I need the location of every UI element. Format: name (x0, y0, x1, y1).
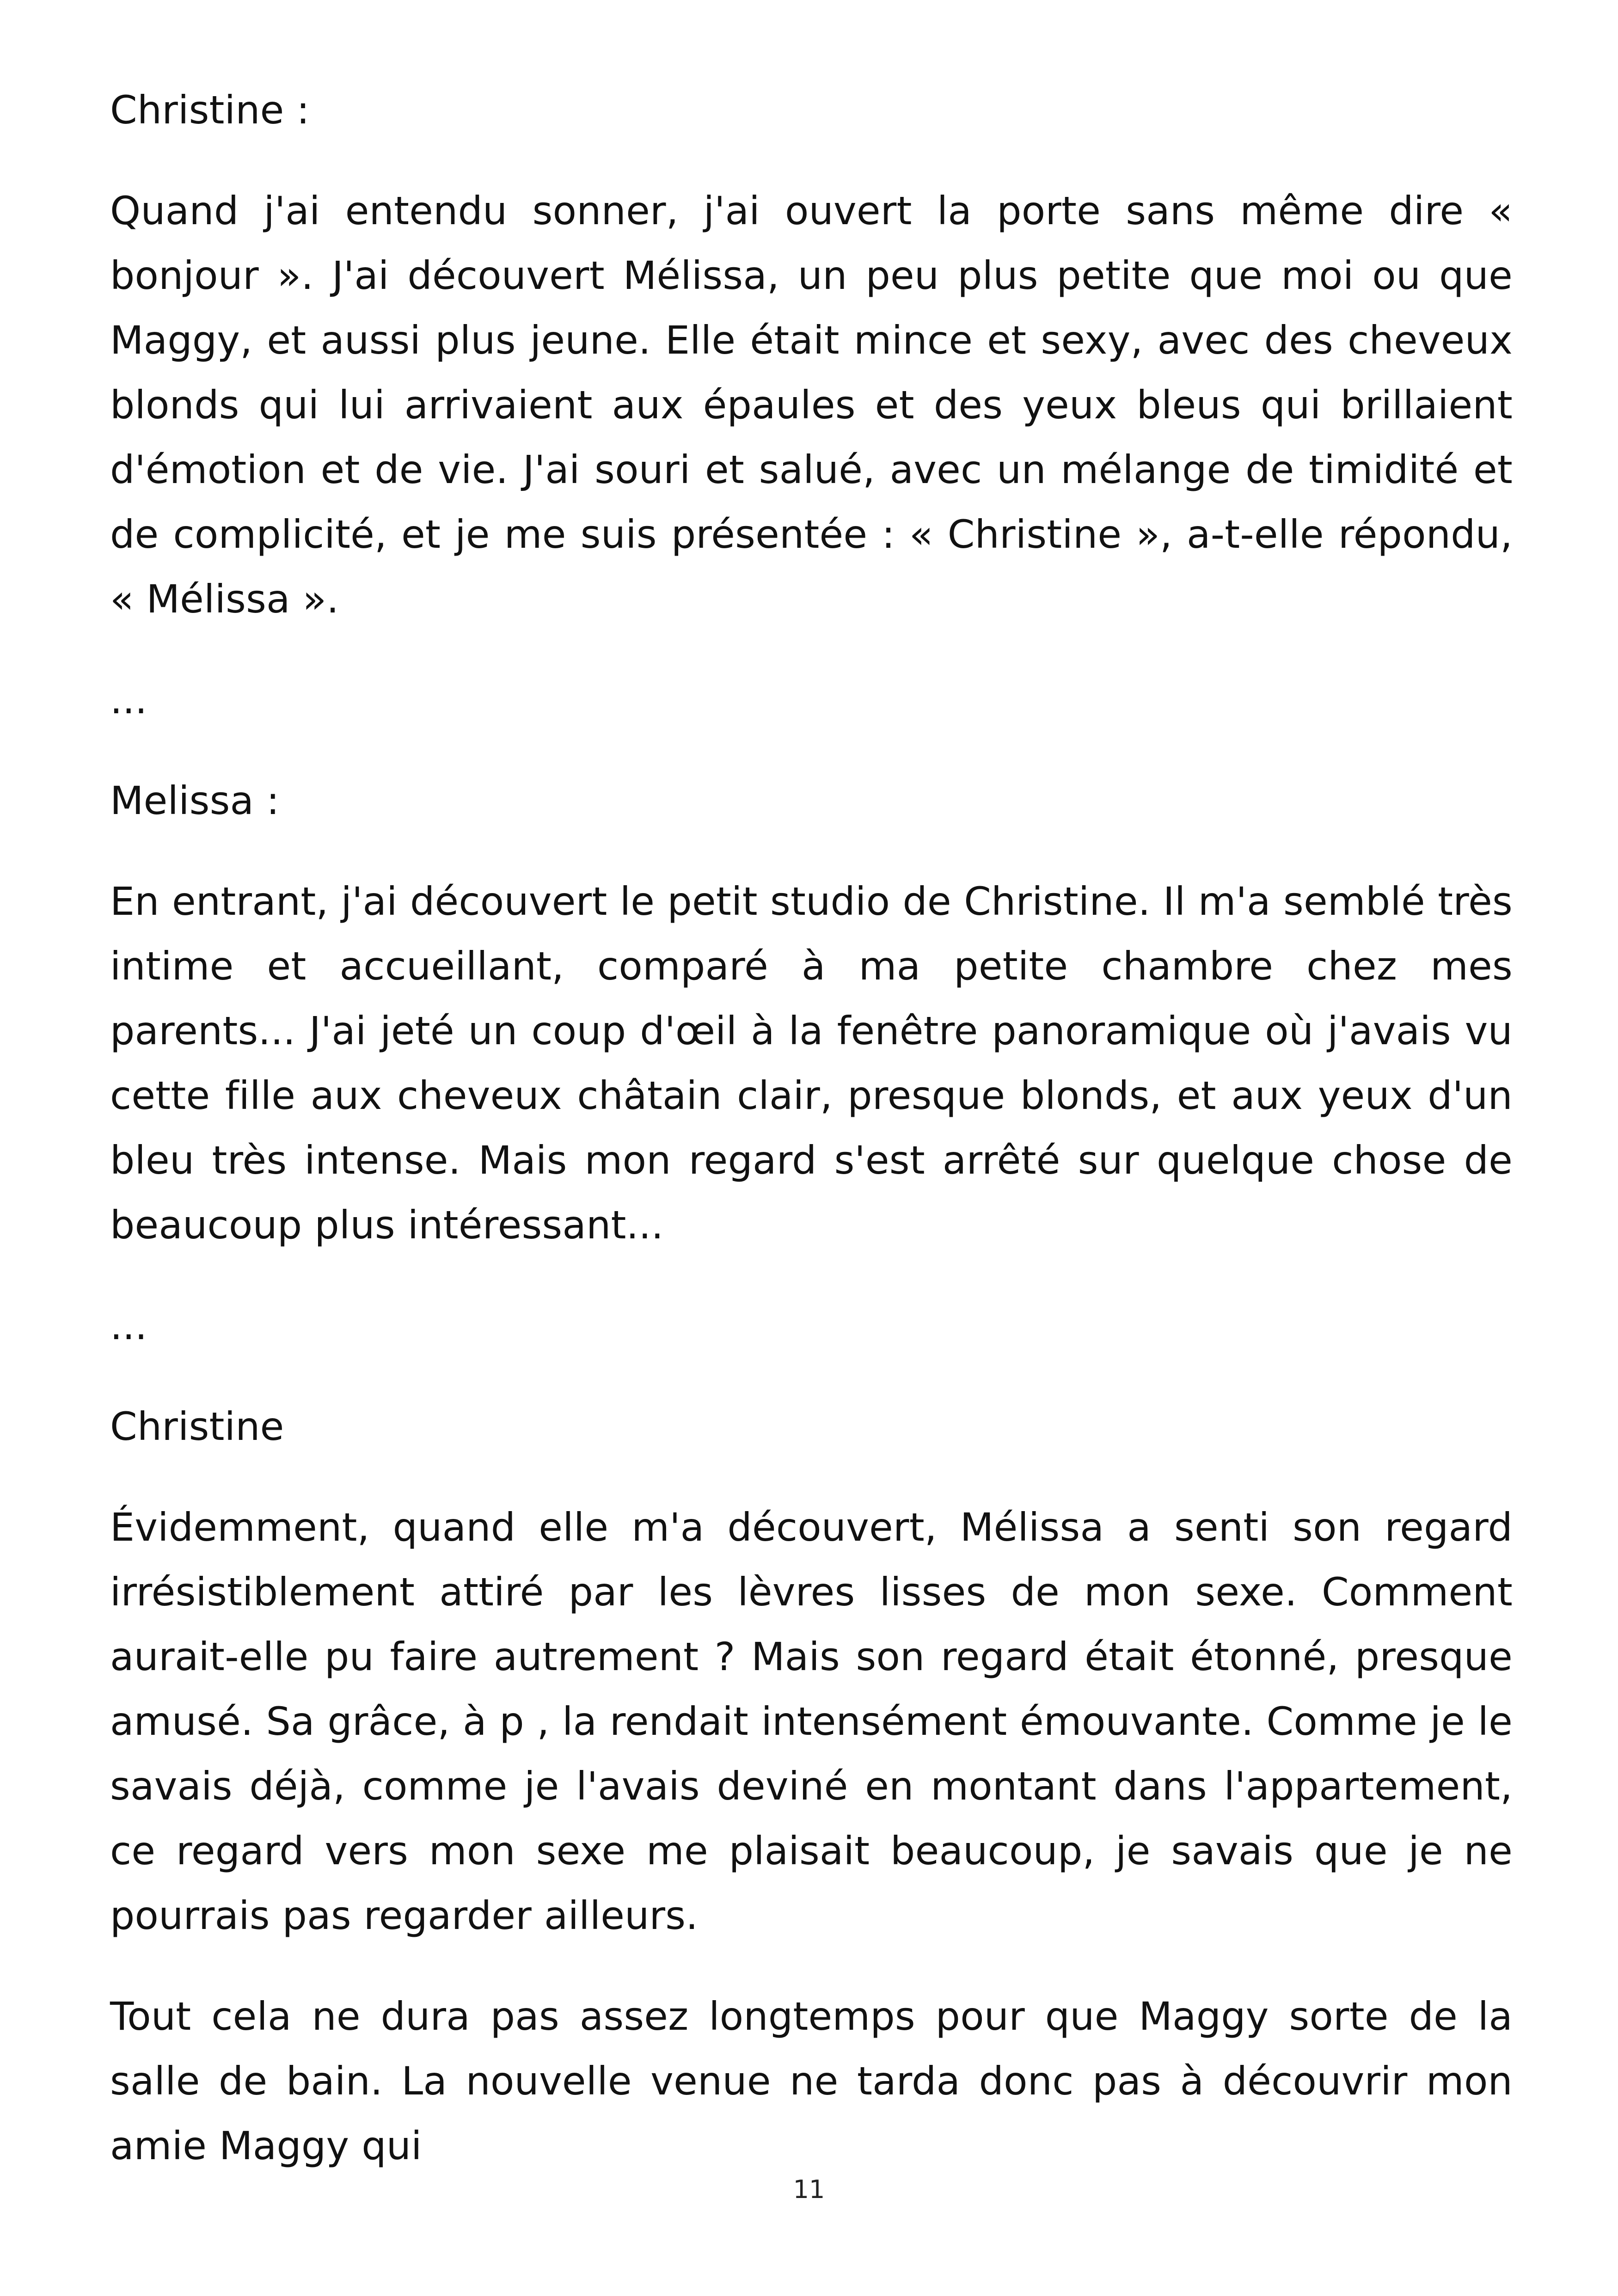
scene-break: ... (110, 677, 147, 722)
paragraph: Quand j'ai entendu sonner, j'ai ouvert la porte sans même dire « bonjour ». J'ai découvert Mélissa, un peu plus petite que moi ou que Maggy, et aussi plus jeune. Elle était mince et sexy, avec des cheveux blonds qui lui arrivaient aux épaules et des yeux bleus qui brillaient d'émotion et de vie. J'ai souri et salué, avec un mélange de timidité et de complicité, et je me suis présentée : « Christine », a-t-elle répondu, « Mélissa ». (110, 188, 1513, 622)
speaker-label: Christine (110, 1404, 284, 1449)
page-number: 11 (793, 2175, 825, 2204)
scene-break: ... (110, 1303, 147, 1348)
paragraph: Tout cela ne dura pas assez longtemps pour que Maggy sorte de la salle de bain. La nouvelle venue ne tarda donc pas à découvrir mon amie Maggy qui (110, 1994, 1513, 2168)
body-text (110, 78, 1513, 2178)
speaker-label: Melissa : (110, 778, 280, 823)
paragraph: Évidemment, quand elle m'a découvert, Mélissa a senti son regard irrésistiblement attiré par les lèvres lisses de mon sexe. Comment aurait-elle pu faire autrement ? Mais son regard était étonné, presque amusé. Sa grâce, à p , la rendait intensément émouvante. Comme je le savais déjà, comme je l'avais deviné en montant dans l'appartement, ce regard vers mon sexe me plaisait beaucoup, je savais que je ne pourrais pas regarder ailleurs. (110, 1505, 1513, 1938)
speaker-label: Christine : (110, 87, 310, 133)
paragraph: En entrant, j'ai découvert le petit studio de Christine. Il m'a semblé très intime et accueillant, comparé à ma petite chambre chez mes parents... J'ai jeté un coup d'œil à la fenêtre panoramique où j'avais vu cette fille aux cheveux châtain clair, presque blonds, et aux yeux d'un bleu très intense. Mais mon regard s'est arrêté sur quelque chose de beaucoup plus intéressant... (110, 879, 1513, 1248)
